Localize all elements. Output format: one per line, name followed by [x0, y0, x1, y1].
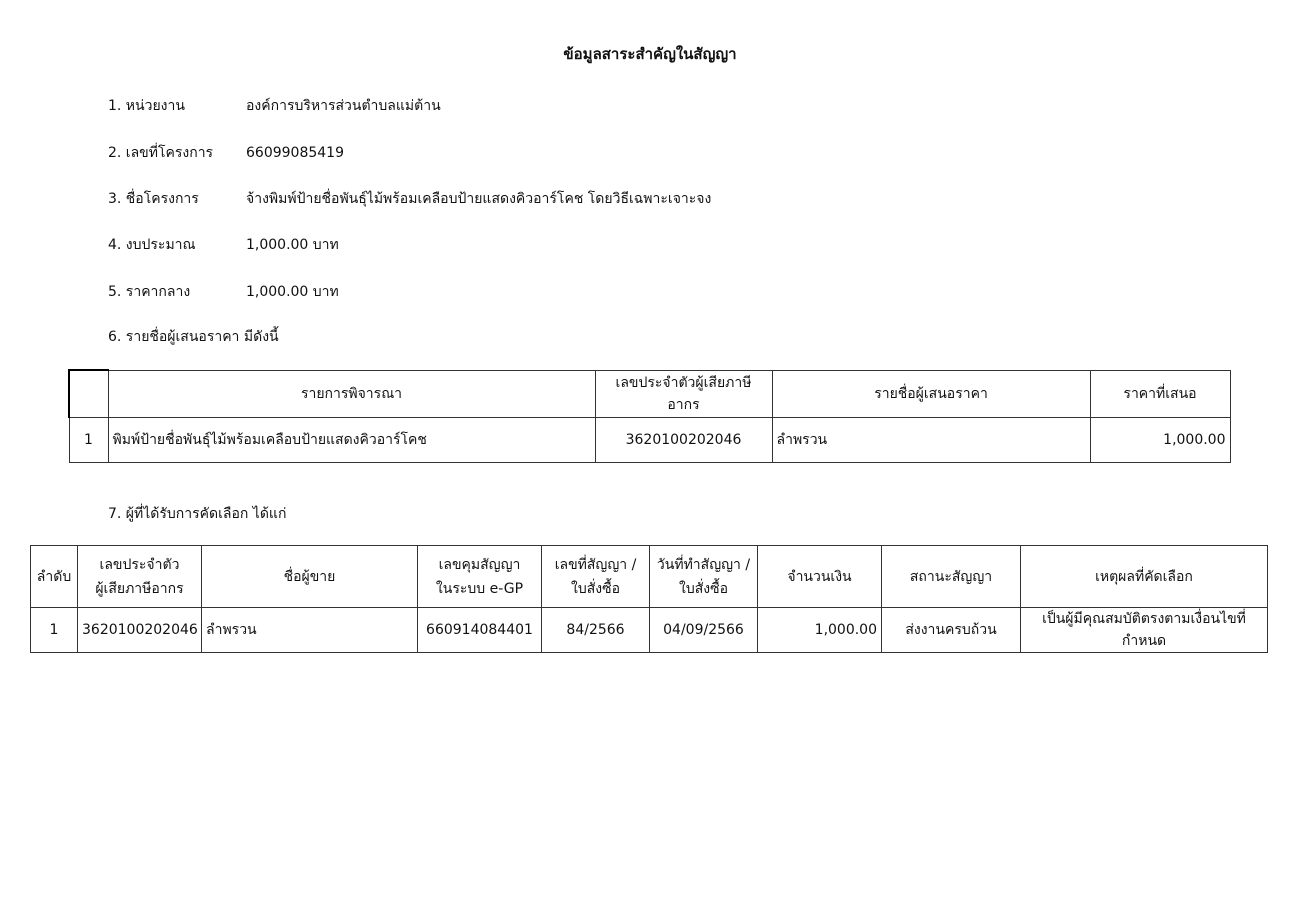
agency-row [108, 95, 441, 117]
header-contract-date [650, 546, 758, 608]
header-cell: รายชื่อผู้เสนอราคา [772, 370, 1090, 418]
row-number: 1 [31, 608, 78, 653]
header-cell: รายการพิจารณา [108, 370, 595, 418]
agency-value: องค์การบริหารส่วนตำบลแม่ต้าน [246, 98, 441, 114]
header-control-line1: เลขคุมสัญญา [438, 556, 521, 573]
project-name-row [108, 188, 711, 210]
header-status: สถานะสัญญา [882, 546, 1021, 608]
header-cell: เลขประจำตัวผู้เสียภาษีอากร [595, 370, 772, 418]
project-no-row [108, 142, 344, 164]
header-contract-line1: เลขที่สัญญา / [554, 556, 637, 573]
budget-value: 1,000.00 บาท [246, 237, 339, 253]
table-header-row [69, 370, 1230, 418]
winners-table [30, 545, 1268, 653]
project-no-label: 2. เลขที่โครงการ [108, 145, 214, 161]
contract-date: 04/09/2566 [650, 608, 758, 653]
bidders-heading: 6. รายชื่อผู้เสนอราคา มีดังนี้ [108, 329, 279, 345]
header-cell: ราคาที่เสนอ [1090, 370, 1230, 418]
contract-number: 84/2566 [542, 608, 650, 653]
table-header-row [31, 546, 1268, 608]
tax-id: 3620100202046 [78, 608, 202, 653]
agency-label: 1. หน่วยงาน [108, 98, 185, 114]
header-tax-id-line1: เลขประจำตัว [99, 556, 180, 573]
header-cell [69, 370, 108, 418]
median-price-row [108, 281, 339, 303]
header-tax-id [78, 546, 202, 608]
bidder-name: ลำพรวน [772, 418, 1090, 463]
median-price-value: 1,000.00 บาท [246, 284, 339, 300]
offered-price: 1,000.00 [1090, 418, 1230, 463]
project-name-label: 3. ชื่อโครงการ [108, 191, 199, 207]
header-control-no [418, 546, 542, 608]
winners-heading: 7. ผู้ที่ได้รับการคัดเลือก ได้แก่ [108, 506, 287, 522]
header-amount: จำนวนเงิน [758, 546, 882, 608]
contract-status: ส่งงานครบถ้วน [882, 608, 1021, 653]
header-no: ลำดับ [31, 546, 78, 608]
budget-row [108, 234, 339, 256]
budget-label: 4. งบประมาณ [108, 237, 196, 253]
selection-reason: เป็นผู้มีคุณสมบัติตรงตามเงื่อนไขที่กำหนด [1021, 608, 1268, 653]
median-price-label: 5. ราคากลาง [108, 284, 191, 300]
header-reason: เหตุผลที่คัดเลือก [1021, 546, 1268, 608]
page-title: ข้อมูลสาระสำคัญในสัญญา [563, 45, 737, 63]
tax-id: 3620100202046 [595, 418, 772, 463]
item-description: พิมพ์ป้ายชื่อพันธุ์ไม้พร้อมเคลือบป้ายแสดงคิวอาร์โคช [108, 418, 595, 463]
header-seller: ชื่อผู้ขาย [202, 546, 418, 608]
seller-name: ลำพรวน [202, 608, 418, 653]
header-tax-id-line2: ผู้เสียภาษีอากร [95, 580, 184, 597]
bidders-table [68, 369, 1231, 463]
project-name-value: จ้างพิมพ์ป้ายชื่อพันธุ์ไม้พร้อมเคลือบป้ายแสดงคิวอาร์โคช โดยวิธีเฉพาะเจาะจง [246, 191, 712, 207]
header-date-line1: วันที่ทำสัญญา / [656, 556, 751, 573]
control-number: 660914084401 [418, 608, 542, 653]
header-control-line2: ในระบบ e-GP [435, 580, 524, 597]
header-contract-line2: ใบสั่งซื้อ [570, 580, 620, 597]
table-row [69, 418, 1230, 463]
header-date-line2: ใบสั่งซื้อ [678, 580, 728, 597]
project-no-value: 66099085419 [246, 145, 344, 161]
table-row [31, 608, 1268, 653]
header-contract-no [542, 546, 650, 608]
amount: 1,000.00 [758, 608, 882, 653]
row-number: 1 [69, 418, 108, 463]
